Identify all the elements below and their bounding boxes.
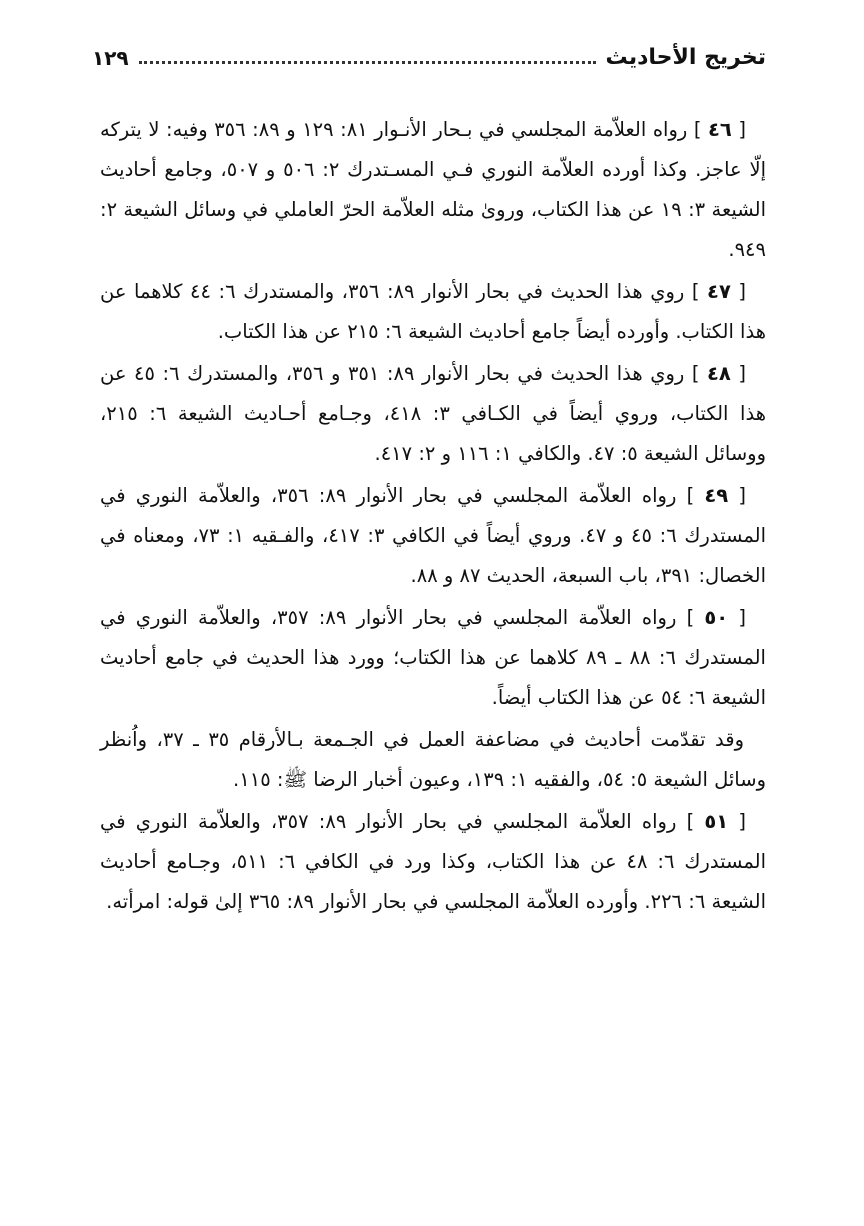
footnotes-body xyxy=(100,110,766,924)
footnote-text: رواه العلاّمة المجلسي في بحار الأنوار ٨٩: ٣٥٧، والعلاّمة النوري في المستدرك ٦: ٤٨ عن هذا الكتاب، وكذا ورد في الكافي ٦: ٥١١، وجـامع أحاديث الشيعة ٦: ٢٢٦. وأورده العلاّمة المجلسي في بحار الأنوار ٨٩: ٣٦٥ إلىٰ قوله: امرأته. xyxy=(100,810,766,913)
footnote-number: ٤٨ xyxy=(707,362,731,385)
footnote-46: [ ٤٦ ] رواه العلاّمة المجلسي في بـحار الأنـوار ٨١: ١٢٩ و ٨٩: ٣٥٦ وفيه: لا يتركه إلّا عاجز. وكذا أورده العلاّمة النوري فـي المسـتدرك ٢: ٥٠٦ و ٥٠٧، وجامع أحاديث الشيعة ٣: ١٩ عن هذا الكتاب، وروىٰ مثله العلاّمة الحرّ العاملي في وسائل الشيعة ٢: ٩٤٩. xyxy=(100,118,766,261)
footnote-text: روي هذا الحديث في بحار الأنوار ٨٩: ٣٥١ و ٣٥٦، والمستدرك ٦: ٤٥ عن هذا الكتاب، وروي أيضاً في الكـافي ٣: ٤١٨، وجـامع أحـاديث الشيعة ٦: ٢١٥، ووسائل الشيعة ٥: ٤٧. والكافي ١: ١١٦ و ٢: ٤١٧. xyxy=(100,362,766,465)
footnote-number: ٤٩ xyxy=(704,484,729,507)
footnote-text: رواه العلاّمة المجلسي في بـحار الأنـوار ٨١: ١٢٩ و ٨٩: ٣٥٦ وفيه: لا يتركه إلّا عاجز. وكذا أورده العلاّمة النوري فـي المسـتدرك ٢: ٥٠٦ و ٥٠٧، وجامع أحاديث الشيعة ٣: ١٩ عن هذا الكتاب، وروىٰ مثله العلاّمة الحرّ العاملي في وسائل الشيعة ٢: ٩٤٩. xyxy=(100,118,766,261)
running-header xyxy=(92,30,766,70)
chapter-title: تخريج الأحاديث xyxy=(605,45,766,70)
footnote-51: [ ٥١ ] رواه العلاّمة المجلسي في بحار الأنوار ٨٩: ٣٥٧، والعلاّمة النوري في المستدرك ٦: ٤٨ عن هذا الكتاب، وكذا ورد في الكافي ٦: ٥١١، وجـامع أحاديث الشيعة ٦: ٢٢٦. وأورده العلاّمة المجلسي في بحار الأنوار ٨٩: ٣٦٥ إلىٰ قوله: امرأته. xyxy=(100,810,766,913)
note-text: وقد تقدّمت أحاديث في مضاعفة العمل في الجـمعة بـالأرقام ٣٥ ـ ٣٧، واُنظر وسائل الشيعة ٥: ٥٤، والفقيه ١: ١٣٩، وعيون أخبار الرضا ﷺ: ١١٥. xyxy=(100,728,766,791)
footnote-50: [ ٥٠ ] رواه العلاّمة المجلسي في بحار الأنوار ٨٩: ٣٥٧، والعلاّمة النوري في المستدرك ٦: ٨٨ ـ ٨٩ كلاهما عن هذا الكتاب؛ وورد هذا الحديث في جامع أحاديث الشيعة ٦: ٥٤ عن هذا الكتاب أيضاً. xyxy=(100,606,766,709)
footnote-text: رواه العلاّمة المجلسي في بحار الأنوار ٨٩: ٣٥٦، والعلاّمة النوري في المستدرك ٦: ٤٥ و ٤٧. وروي أيضاً في الكافي ٣: ٤١٧، والفـقيه ١: ٧٣، ومعناه في الخصال: ٣٩١، باب السبعة، الحديث ٨٧ و ٨٨. xyxy=(100,484,766,587)
footnote-number: ٤٧ xyxy=(707,280,731,303)
cross-reference-note xyxy=(100,720,766,800)
page-number: ١٢٩ xyxy=(92,46,129,70)
footnote-number: ٥٠ xyxy=(704,606,729,629)
footnote-49: [ ٤٩ ] رواه العلاّمة المجلسي في بحار الأنوار ٨٩: ٣٥٦، والعلاّمة النوري في المستدرك ٦: ٤٥ و ٤٧. وروي أيضاً في الكافي ٣: ٤١٧، والفـقيه ١: ٧٣، ومعناه في الخصال: ٣٩١، باب السبعة، الحديث ٨٧ و ٨٨. xyxy=(100,484,766,587)
footnote-number: ٤٦ xyxy=(708,118,732,141)
footnote-text: روي هذا الحديث في بحار الأنوار ٨٩: ٣٥٦، والمستدرك ٦: ٤٤ كلاهما عن هذا الكتاب. وأورده أيضاً جامع أحاديث الشيعة ٦: ٢١٥ عن هذا الكتاب. xyxy=(100,280,766,343)
footnote-number: ٥١ xyxy=(704,810,729,833)
footnote-47: [ ٤٧ ] روي هذا الحديث في بحار الأنوار ٨٩: ٣٥٦، والمستدرك ٦: ٤٤ كلاهما عن هذا الكتاب. وأورده أيضاً جامع أحاديث الشيعة ٦: ٢١٥ عن هذا الكتاب. xyxy=(100,280,766,343)
leader-dots xyxy=(139,61,596,64)
footnote-48: [ ٤٨ ] روي هذا الحديث في بحار الأنوار ٨٩: ٣٥١ و ٣٥٦، والمستدرك ٦: ٤٥ عن هذا الكتاب، وروي أيضاً في الكـافي ٣: ٤١٨، وجـامع أحـاديث الشيعة ٦: ٢١٥، ووسائل الشيعة ٥: ٤٧. والكافي ١: ١١٦ و ٢: ٤١٧. xyxy=(100,362,766,465)
footnote-text: رواه العلاّمة المجلسي في بحار الأنوار ٨٩: ٣٥٧، والعلاّمة النوري في المستدرك ٦: ٨٨ ـ ٨٩ كلاهما عن هذا الكتاب؛ وورد هذا الحديث في جامع أحاديث الشيعة ٦: ٥٤ عن هذا الكتاب أيضاً. xyxy=(100,606,766,709)
